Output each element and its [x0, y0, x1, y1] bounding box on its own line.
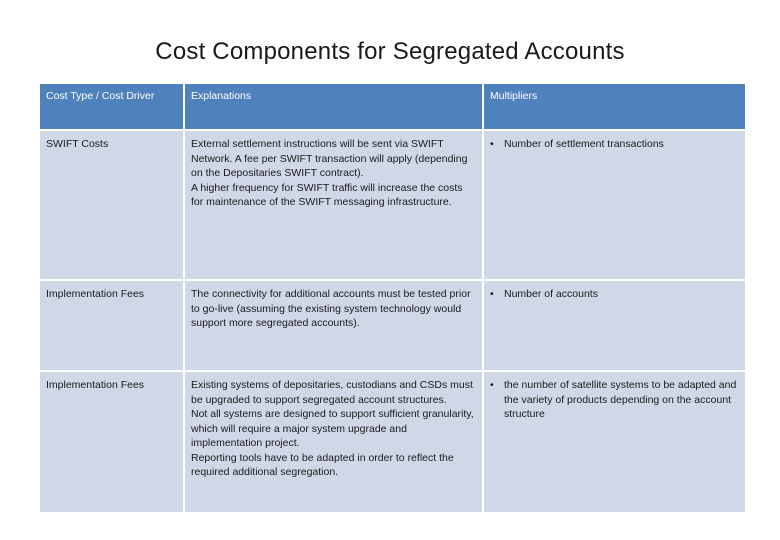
- table-row: [40, 372, 745, 512]
- multiplier-bullet: [490, 287, 739, 302]
- table-header-row: [40, 84, 745, 129]
- header-multipliers: Multipliers: [484, 84, 745, 129]
- bullet-icon: •: [490, 288, 494, 300]
- header-cost-type: Cost Type / Cost Driver: [40, 84, 183, 129]
- multiplier-text: the number of satellite systems to be adapted and the variety of products depending on the account structure: [504, 379, 737, 420]
- page-title: Cost Components for Segregated Accounts: [155, 38, 625, 65]
- cost-type-cell: Implementation Fees: [40, 372, 183, 512]
- multiplier-bullet: [490, 378, 739, 422]
- cost-type-cell: SWIFT Costs: [40, 131, 183, 279]
- multiplier-bullet: [490, 137, 739, 152]
- multiplier-cell: [484, 372, 745, 512]
- explanation-line: Reporting tools have to be adapted in order to reflect the required additional segregation.: [191, 451, 454, 478]
- explanation-line: A higher frequency for SWIFT traffic will increase the costs for maintenance of the SWIFT messaging infrastructure.: [191, 181, 463, 208]
- multiplier-text: Number of accounts: [504, 288, 598, 300]
- explanation-cell: [185, 281, 482, 370]
- explanation-line: Not all systems are designed to support sufficient granularity, which will require a major system upgrade and implementation project.: [191, 408, 474, 449]
- table-row: [40, 281, 745, 370]
- explanation-line: The connectivity for additional accounts must be tested prior to go-live (assuming the existing system technology would support more segregated accounts).: [191, 288, 471, 329]
- explanation-line: External settlement instructions will be sent via SWIFT Network. A fee per SWIFT transaction will apply (depending on the Depositaries SWIFT contract).: [191, 138, 468, 179]
- explanation-cell: [185, 372, 482, 512]
- explanation-cell: [185, 131, 482, 279]
- multiplier-cell: [484, 281, 745, 370]
- cost-components-table: [38, 82, 747, 514]
- bullet-icon: •: [490, 379, 494, 391]
- table-row: [40, 131, 745, 279]
- explanation-line: Existing systems of depositaries, custodians and CSDs must be upgraded to support segregated account structures.: [191, 379, 473, 406]
- header-explanations: Explanations: [185, 84, 482, 129]
- cost-type-cell: Implementation Fees: [40, 281, 183, 370]
- multiplier-cell: [484, 131, 745, 279]
- multiplier-text: Number of settlement transactions: [504, 138, 664, 150]
- bullet-icon: •: [490, 138, 494, 150]
